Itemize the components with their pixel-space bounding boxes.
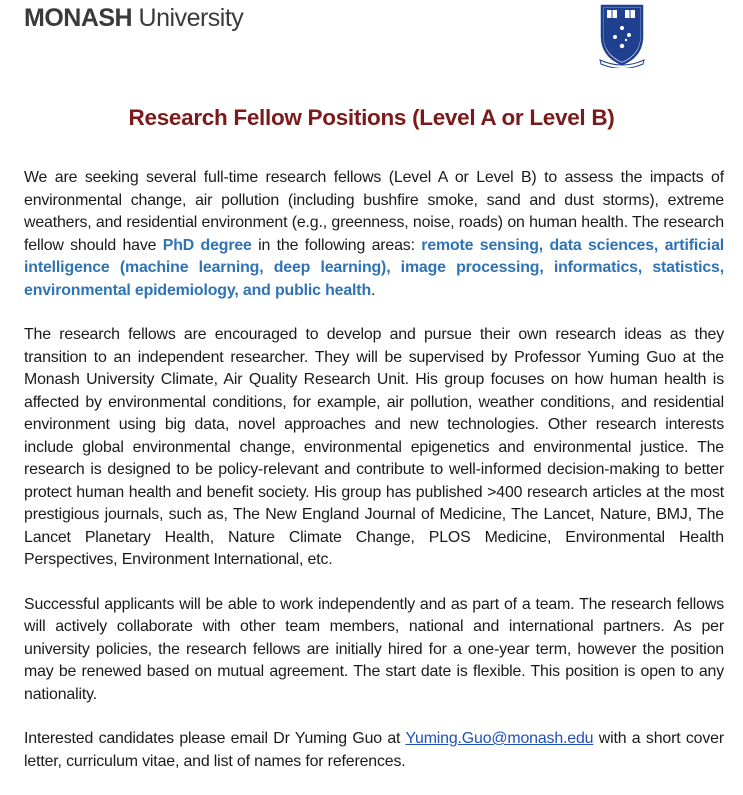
document-body: [24, 167, 724, 795]
brand-suffix: University: [132, 4, 244, 32]
page-title: Research Fellow Positions (Level A or Level B): [128, 105, 615, 130]
highlight-degree: PhD degree: [162, 236, 252, 254]
brand-name: MONASH: [24, 4, 133, 32]
paragraph-team: Successful applicants will be able to work independently and as part of a team. The research fellows will actively collaborate with other team members, national and international partners. As per university policies, the research fellows are initially hired for a one-year term, however the position may be renewed based on mutual agreement. The start date is flexible. This position is open to any nationality.: [24, 595, 724, 703]
monash-logo: [24, 4, 243, 33]
paragraph-research: The research fellows are encouraged to develop and pursue their own research ideas as they transition to an independent researcher. They will be supervised by Professor Yuming Guo at the Monash University Climate, Air Quality Research Unit. His group focuses on how human health is affected by environmental conditions, for example, air pollution, weather conditions, and residential environment using big data, novel approaches and new technologies. Other research interests include global environmental change, environmental epigenetics and environmental justice. The research is designed to be policy-relevant and contribute to well-informed decision-making to better protect human health and benefit society. His group has published >400 research articles at the most prestigious journals, such as, The New England Journal of Medicine, The Lancet, Nature, BMJ, The Lancet Planetary Health, Nature Climate Change, PLOS Medicine, Environmental Health Perspectives, Environment International, etc.: [24, 326, 724, 568]
monash-crest-icon: [597, 4, 647, 68]
paragraph-intro: We are seeking several full-time research fellows (Level A or Level B) to assess the impacts of environmental change, air pollution (including bushfire smoke, sand and dust storms), extreme weathers, and residential environment (e.g., greenness, noise, roads) on human health. The research fellow should have PhD degree in the following areas: remote sensing, data sciences, artificial intelligence (machine learning, deep learning), image processing, informatics, statistics, environmental epidemiology, and public health.: [24, 169, 725, 299]
email-link[interactable]: Yuming.Guo@monash.edu: [405, 730, 594, 747]
highlight-areas: remote sensing, data sciences, artificial intelligence (machine learning, deep learning), image processing, informatics, statistics, environmental epidemiology, and public health: [24, 236, 725, 299]
paragraph-contact: Interested candidates please email Dr Yuming Guo at Yuming.Guo@monash.edu with a short cover letter, curriculum vitae, and list of names for references.: [24, 730, 724, 770]
page-header: [0, 0, 743, 80]
